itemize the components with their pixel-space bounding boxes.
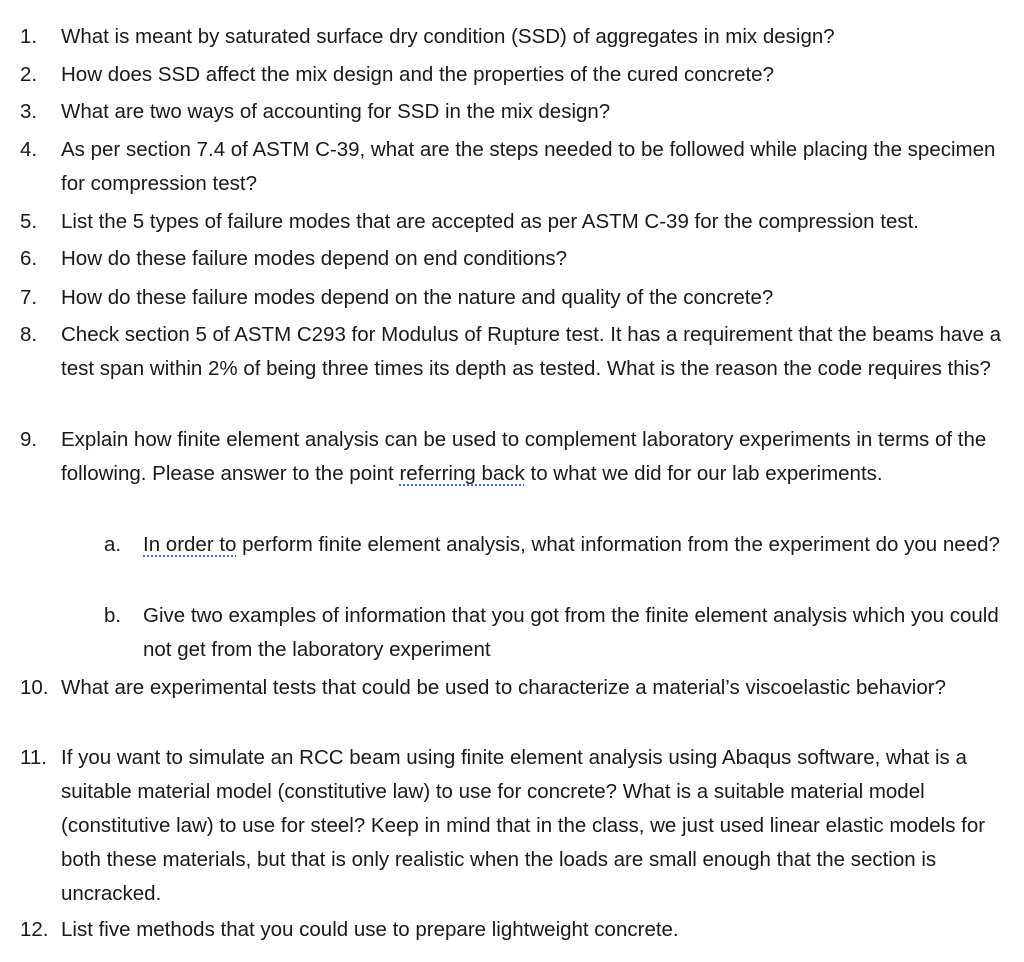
question-text: If you want to simulate an RCC beam using finite element analysis using Abaqus software, what is a suitable material model (constitutive law) to use for concrete? What is a suitable material model (constitutive law) to use for steel? Keep in mind that in the class, we just used linear elastic models for both these materials, but that is only realistic when the loads are small enough that the section is uncracked. [61, 746, 986, 905]
question-text: What are experimental tests that could be used to characterize a material’s viscoelastic behavior? [61, 676, 946, 699]
question-number: 12. [20, 918, 49, 941]
spellcheck-flagged-text: referring back [399, 462, 525, 485]
question-number: 10. [20, 676, 49, 699]
question-text: What is meant by saturated surface dry condition (SSD) of aggregates in mix design? [61, 25, 835, 48]
question-text: List the 5 types of failure modes that are accepted as per ASTM C-39 for the compression test. [61, 210, 920, 233]
subquestion-text-part: perform finite element analysis, what information from the experiment do you need? [236, 533, 1000, 556]
question-number: 4. [20, 138, 38, 161]
spellcheck-flagged-text: In order to [143, 533, 237, 556]
question-number: 1. [20, 25, 38, 48]
question-text: How do these failure modes depend on end conditions? [61, 247, 568, 270]
question-text-part: to what we did for our lab experiments. [524, 462, 883, 485]
question-number: 9. [20, 428, 38, 451]
question-text: As per section 7.4 of ASTM C-39, what are the steps needed to be followed while placing the specimen for compression test? [61, 138, 996, 195]
question-number: 8. [20, 323, 38, 346]
question-text: How does SSD affect the mix design and the properties of the cured concrete? [61, 63, 774, 86]
question-number: 5. [20, 210, 38, 233]
subquestion-text [143, 528, 1013, 562]
question-text-part: Explain how finite element analysis can be used to complement laboratory experiments in terms of the following. Please answer to the point [61, 428, 987, 485]
subquestion-text: Give two examples of information that you got from the finite element analysis which you could not get from the laboratory experiment [143, 604, 999, 661]
question-number: 7. [20, 286, 38, 309]
question-text [61, 423, 1021, 491]
question-text: How do these failure modes depend on the nature and quality of the concrete? [61, 286, 774, 309]
question-text: List five methods that you could use to prepare lightweight concrete. [61, 918, 679, 941]
question-number: 3. [20, 100, 38, 123]
subquestion-letter: a. [104, 533, 122, 556]
subquestion-letter: b. [104, 604, 122, 627]
question-text: What are two ways of accounting for SSD in the mix design? [61, 100, 611, 123]
question-text: Check section 5 of ASTM C293 for Modulus of Rupture test. It has a requirement that the beams have a test span within 2% of being three times its depth as tested. What is the reason the code requires this? [61, 323, 1002, 380]
question-number: 6. [20, 247, 38, 270]
question-number: 2. [20, 63, 38, 86]
question-number: 11. [20, 746, 47, 769]
